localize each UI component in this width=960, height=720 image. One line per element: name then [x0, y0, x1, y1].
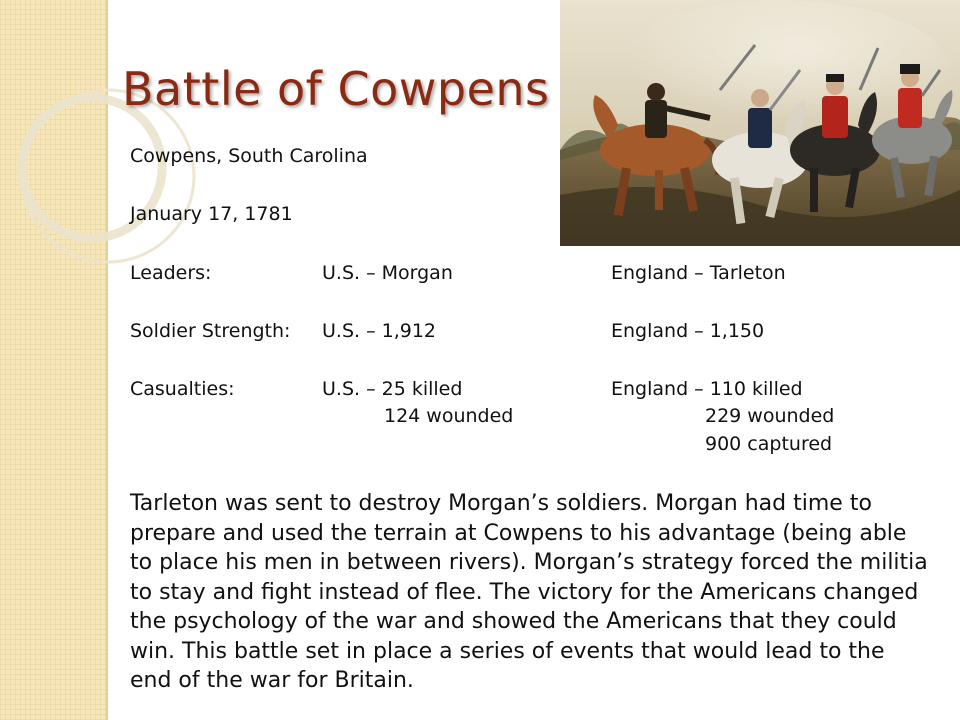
decorative-circles — [0, 0, 200, 340]
us-leader: U.S. – Morgan — [322, 262, 453, 284]
strength-label: Soldier Strength: — [130, 320, 291, 342]
england-leader: England – Tarleton — [611, 262, 786, 284]
us-casualties-wounded: 124 wounded — [384, 405, 514, 427]
summary-paragraph: Tarleton was sent to destroy Morgan’s soldiers. Morgan had time to prepare and used the terrain at Cowpens to his advantage (being able to place his men in between rivers). Morgan’s strategy forced the militia to stay and fight instead of flee. The victory for the Americans changed the psychology of the war and showed the Americans that they could win. This battle set in place a series of events that would lead to the end of the war for Britain. — [130, 491, 928, 693]
battle-date: January 17, 1781 — [130, 203, 293, 225]
slide-title: Battle of Cowpens — [122, 62, 550, 116]
battle-location: Cowpens, South Carolina — [130, 145, 368, 167]
casualties-label: Casualties: — [130, 378, 235, 400]
leaders-label: Leaders: — [130, 262, 212, 284]
england-casualties-killed: England – 110 killed — [611, 378, 803, 400]
us-strength: U.S. – 1,912 — [322, 320, 437, 342]
england-casualties-captured: 900 captured — [705, 433, 833, 455]
us-casualties-killed: U.S. – 25 killed — [322, 378, 463, 400]
england-strength: England – 1,150 — [611, 320, 765, 342]
england-casualties-wounded: 229 wounded — [705, 405, 835, 427]
battle-painting-image — [560, 0, 960, 246]
